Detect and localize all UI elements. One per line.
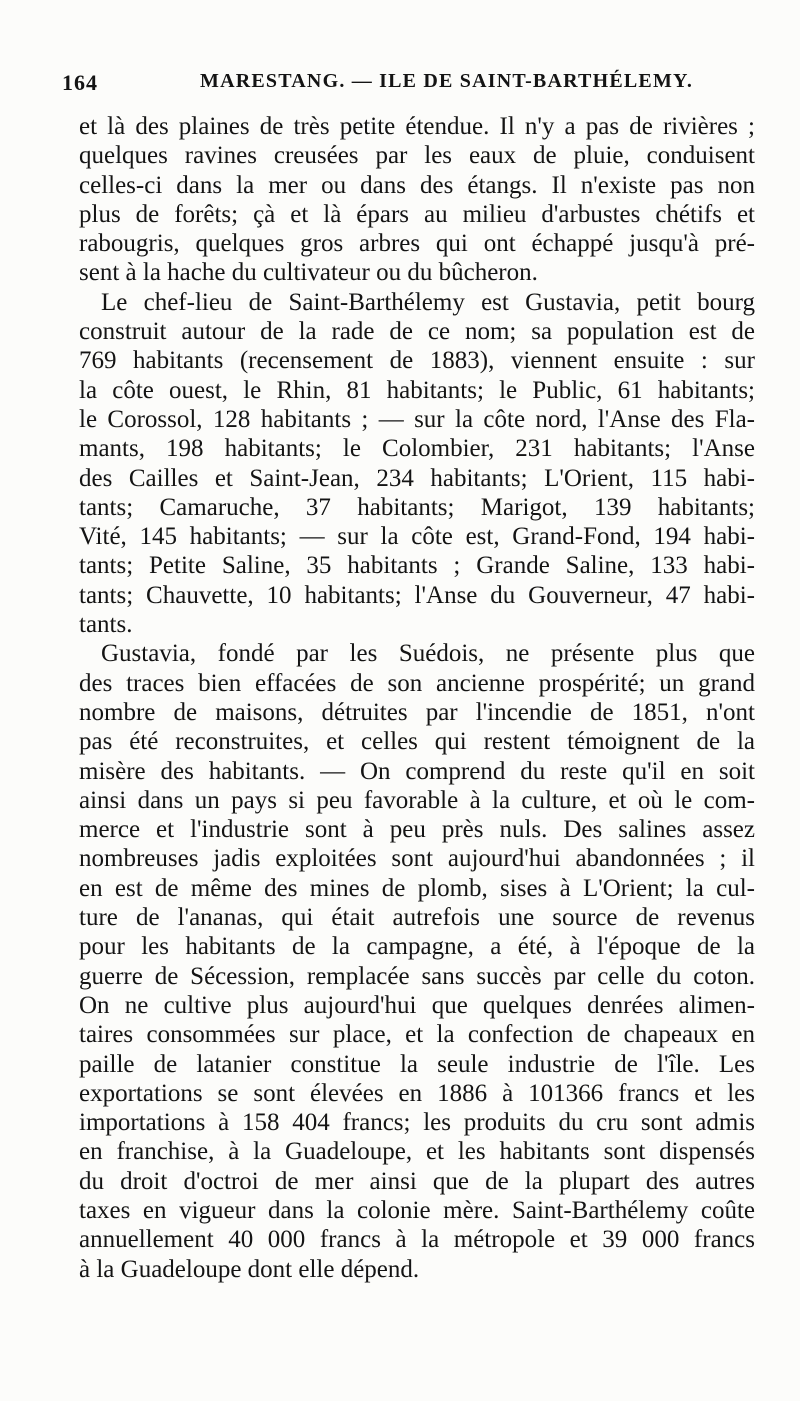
text-line: la côte ouest, le Rhin, 81 habitants; le Public, 61 habitants; — [79, 376, 755, 404]
text-line: taires consommées sur place, et la confection de chapeaux en — [79, 1021, 755, 1049]
text-line: nombreuses jadis exploitées sont aujourd'hui abandonnées ; il — [79, 845, 755, 873]
text-line: ture de l'ananas, qui était autrefois une source de revenus — [79, 904, 755, 932]
text-line: sent à la hache du cultivateur ou du bûcheron. — [79, 259, 538, 287]
running-title: MARESTANG. — ILE DE SAINT-BARTHÉLEMY. — [200, 70, 694, 92]
text-line: merce et l'industrie sont à peu près nuls. Des salines assez — [79, 816, 755, 844]
text-line: On ne cultive plus aujourd'hui que quelques denrées alimen- — [79, 991, 755, 1019]
text-line: tants; Chauvette, 10 habitants; l'Anse du Gouverneur, 47 habi- — [79, 581, 755, 609]
text-line: en est de même des mines de plomb, sises à L'Orient; la cul- — [79, 874, 755, 902]
text-line: en franchise, à la Guadeloupe, et les habitants sont dispensés — [79, 1138, 755, 1166]
text-line: paille de latanier constitue la seule industrie de l'île. Les — [79, 1050, 755, 1078]
text-line: construit autour de la rade de ce nom; sa population est de — [79, 318, 755, 346]
text-line: misère des habitants. — On comprend du reste qu'il en soit — [79, 757, 755, 785]
text-line: mants, 198 habitants; le Colombier, 231 habitants; l'Anse — [79, 435, 755, 463]
text-line: guerre de Sécession, remplacée sans succès par celle du coton. — [79, 962, 755, 990]
text-line: tants; Petite Saline, 35 habitants ; Grande Saline, 133 habi- — [79, 552, 755, 580]
text-line: celles-ci dans la mer ou dans des étangs. Il n'existe pas non — [79, 171, 755, 199]
text-line: des Cailles et Saint-Jean, 234 habitants; L'Orient, 115 habi- — [79, 464, 755, 492]
page-number: 164 — [62, 70, 98, 95]
text-line: rabougris, quelques gros arbres qui ont échappé jusqu'à pré- — [79, 230, 755, 258]
text-line: Vité, 145 habitants; — sur la côte est, Grand-Fond, 194 habi- — [79, 523, 755, 551]
text-line: plus de forêts; çà et là épars au milieu d'arbustes chétifs et — [79, 200, 755, 228]
text-line: tants; Camaruche, 37 habitants; Marigot, 139 habitants; — [79, 493, 755, 521]
text-line: 769 habitants (recensement de 1883), viennent ensuite : sur — [79, 347, 755, 375]
text-line: le Corossol, 128 habitants ; — sur la côte nord, l'Anse des Fla- — [79, 405, 755, 433]
text-line: Le chef-lieu de Saint-Barthélemy est Gustavia, petit bourg — [101, 288, 755, 316]
text-line: annuellement 40 000 francs à la métropole et 39 000 francs — [79, 1226, 755, 1254]
text-line: tants. — [79, 611, 133, 639]
text-line: pour les habitants de la campagne, a été, à l'époque de la — [79, 933, 755, 961]
text-line: importations à 158 404 francs; les produits du cru sont admis — [79, 1109, 755, 1137]
page-header — [62, 70, 730, 104]
text-line: des traces bien effacées de son ancienne prospérité; un grand — [79, 669, 755, 697]
body-text — [79, 112, 755, 1284]
text-line: et là des plaines de très petite étendue. Il n'y a pas de rivières ; — [79, 113, 755, 140]
text-line: pas été reconstruites, et celles qui restent témoignent de la — [79, 728, 755, 756]
text-line: taxes en vigueur dans la colonie mère. Saint-Barthélemy coûte — [79, 1196, 755, 1224]
text-line: Gustavia, fondé par les Suédois, ne présente plus que — [101, 640, 755, 668]
text-line: nombre de maisons, détruites par l'incendie de 1851, n'ont — [79, 698, 755, 726]
text-line: à la Guadeloupe dont elle dépend. — [79, 1255, 420, 1283]
text-line: exportations se sont élevées en 1886 à 101366 francs et les — [79, 1079, 755, 1107]
text-line: du droit d'octroi de mer ainsi que de la plupart des autres — [79, 1167, 755, 1195]
text-line: quelques ravines creusées par les eaux de pluie, conduisent — [79, 142, 755, 170]
text-line: ainsi dans un pays si peu favorable à la culture, et où le com- — [79, 786, 755, 814]
